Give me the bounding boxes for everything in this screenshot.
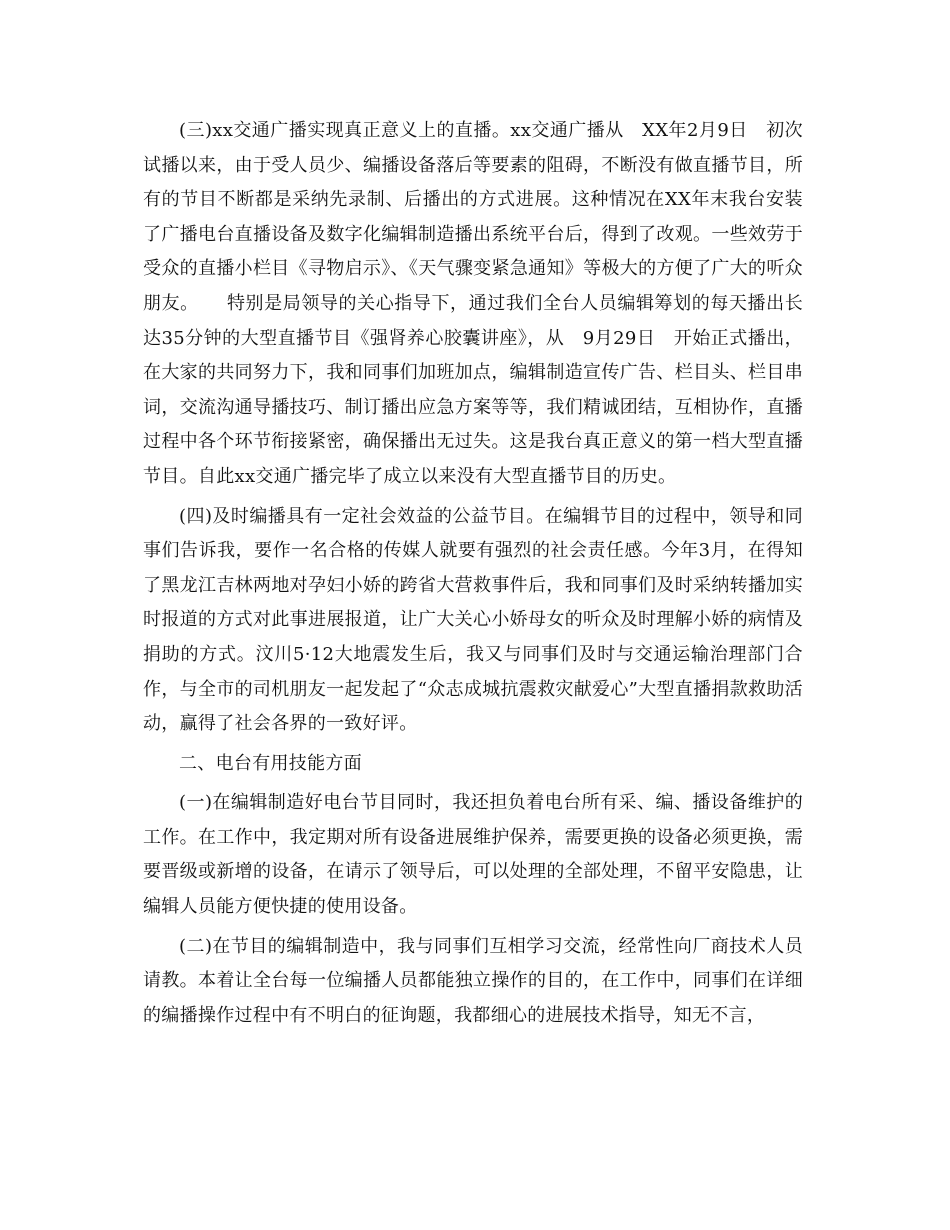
paragraph-technical-guidance: (二)在节目的编辑制造中，我与同事们互相学习交流，经常性向厂商技术人员请教。本着让全台每一位编播人员都能独立操作的目的，在工作中，同事们在详细的编播操作过程中有不明白的征询题，我都细心的进展技术指导，知无不言， <box>143 935 803 1026</box>
document-body <box>143 114 803 1038</box>
paragraph-equipment-maintenance: (一)在编辑制造好电台节目同时，我还担负着电台所有采、编、播设备维护的工作。在工作中，我定期对所有设备进展维护保养，需要更换的设备必须更换，需要晋级或新增的设备，在请示了领导后，可以处理的全部处理，不留平安隐患，让编辑人员能方便快捷的使用设备。 <box>143 792 803 918</box>
paragraph-public-welfare: (四)及时编播具有一定社会效益的公益节目。在编辑节目的过程中，领导和同事们告诉我，要作一名合格的传媒人就要有强烈的社会责任感。今年3月，在得知了黑龙江吉林两地对孕妇小娇的跨省大营救事件后，我和同事们及时采纳转播加实时报道的方式对此事进展报道，让广大关心小娇母女的听众及时理解小娇的病情及捐助的方式。汶川5·12大地震发生后，我又与同事们及时与交通运输治理部门合作，与全市的司机朋友一起发起了“众志成城抗震救灾献爱心”大型直播捐款救助活动，赢得了社会各界的一致好评。 <box>143 505 803 735</box>
section-heading-technical-skills: 二、电台有用技能方面 <box>179 752 362 774</box>
paragraph-live-broadcast: (三)xx交通广播实现真正意义上的直播。xx交通广播从 XX年2月9日 初次试播以来，由于受人员少、编播设备落后等要素的阻碍，不断没有做直播节目，所有的节目不断都是采纳先录制、后播出的方式进展。这种情况在XX年末我台安装了广播电台直播设备及数字化编辑制造播出系统平台后，得到了改观。一些效劳于受众的直播小栏目《寻物启示》、《天气骤变紧急通知》等极大的方便了广大的听众朋友。 特别是局领导的关心指导下，通过我们全台人员编辑筹划的每天播出长达35分钟的大型直播节目《强肾养心胶囊讲座》，从 9月29日 开始正式播出，在大家的共同努力下，我和同事们加班加点，编辑制造宣传广告、栏目头、栏目串词，交流沟通导播技巧、制订播出应急方案等等，我们精诚团结，互相协作，直播过程中各个环节衔接紧密，确保播出无过失。这是我台真正意义的第一档大型直播节目。自此xx交通广播完毕了成立以来没有大型直播节目的历史。 <box>143 120 803 487</box>
